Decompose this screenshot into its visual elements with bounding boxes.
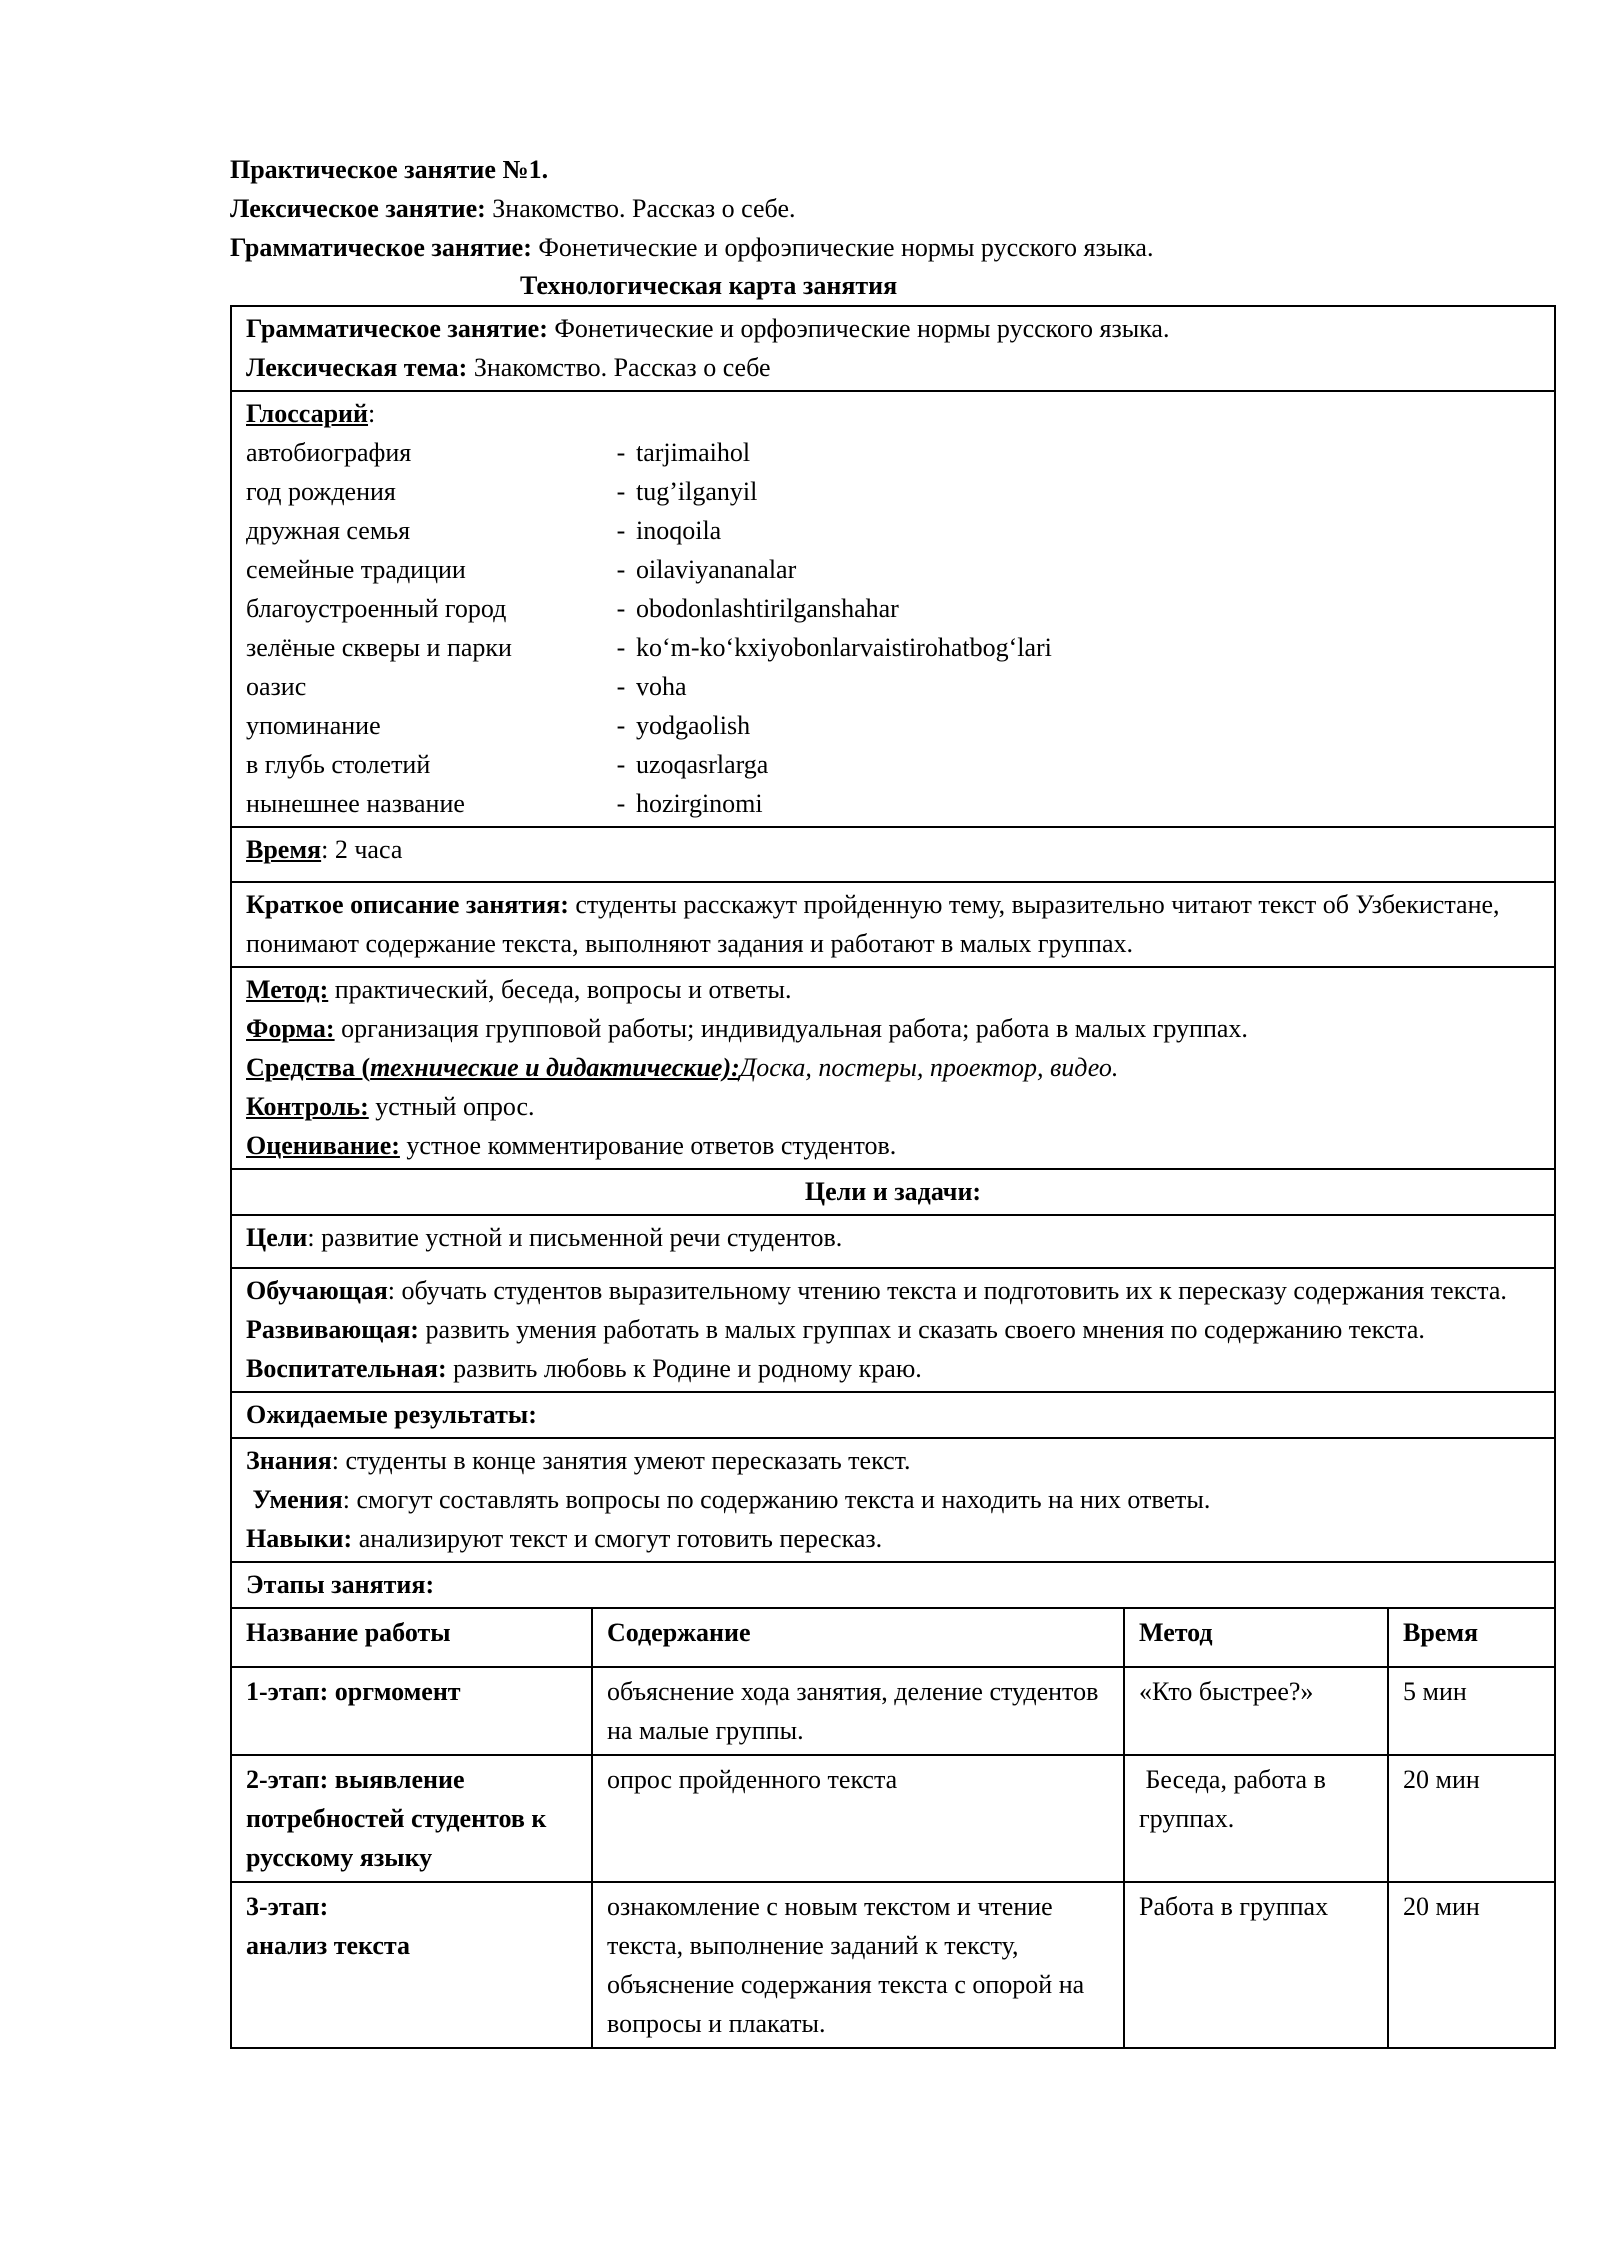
column-header: Время xyxy=(1388,1609,1554,1667)
stage-method: «Кто быстрее?» xyxy=(1124,1667,1388,1755)
stages-header-row xyxy=(232,1609,1554,1667)
control-line: Контроль: устный опрос. xyxy=(246,1092,535,1121)
teaching-objective: Обучающая: обучать студентов выразительному чтению текста и подготовить их к пересказу содержания текста. xyxy=(246,1276,1507,1305)
glossary-item: дружная семья - inoqoila xyxy=(246,516,722,545)
glossary-item: упоминание - yodgaolish xyxy=(246,711,751,740)
lexical-lesson-line: Лексическое занятие: Знакомство. Рассказ о себе. xyxy=(230,194,796,223)
lesson-card-table xyxy=(230,305,1556,2049)
lesson-title: Практическое занятие №1. xyxy=(230,155,549,184)
column-header: Содержание xyxy=(592,1609,1124,1667)
stage-content: ознакомление с новым текстом и чтение текста, выполнение заданий к тексту, объяснение содержания текста с опорой на вопросы и плакаты. xyxy=(592,1882,1124,2047)
developing-objective: Развивающая: развить умения работать в малых группах и сказать своего мнения по содержанию текста. xyxy=(246,1315,1425,1344)
column-header: Название работы xyxy=(232,1609,592,1667)
stage-name: 3-этап: анализ текста xyxy=(232,1882,592,2047)
stages-table xyxy=(232,1609,1554,2047)
topic-row xyxy=(231,306,1555,391)
glossary-item: нынешнее название - hozirginomi xyxy=(246,789,763,818)
table-row xyxy=(232,1882,1554,2047)
results-row xyxy=(231,1438,1555,1562)
card-grammar-line: Грамматическое занятие: Фонетические и орфоэпические нормы русского языка. xyxy=(246,314,1170,343)
stage-name: 1-этап: оргмомент xyxy=(232,1667,592,1755)
table-row xyxy=(232,1667,1554,1755)
educational-objective: Воспитательная: развить любовь к Родине и родному краю. xyxy=(246,1354,922,1383)
glossary-item: автобиография - tarjimaihol xyxy=(246,438,751,467)
glossary-heading: Глоссарий: xyxy=(246,399,376,428)
goals-title-row: Цели и задачи: xyxy=(231,1169,1555,1215)
description-row: Краткое описание занятия: студенты расскажут пройденную тему, выразительно читают текст об Узбекистане, понимают содержание текста, выполняют задания и работают в малых группах. xyxy=(231,882,1555,967)
card-title: Технологическая карта занятия xyxy=(520,271,898,300)
card-lexical-line: Лексическая тема: Знакомство. Рассказ о себе xyxy=(246,353,771,382)
grammar-lesson-line: Грамматическое занятие: Фонетические и орфоэпические нормы русского языка. xyxy=(230,233,1154,262)
goals-row: Цели: развитие устной и письменной речи студентов. xyxy=(231,1215,1555,1268)
glossary-item: зелёные скверы и парки - ko‘m-ko‘kxiyobonlarvaistirohatbog‘lari xyxy=(246,633,1052,662)
stages-row xyxy=(231,1608,1555,2048)
results-title-row: Ожидаемые результаты: xyxy=(231,1392,1555,1438)
means-line: Средства (технические и дидактические):Доска, постеры, проектор, видео. xyxy=(246,1053,1119,1082)
stage-time: 20 мин xyxy=(1388,1755,1554,1882)
skills-line: Умения: смогут составлять вопросы по содержанию текста и находить на них ответы. xyxy=(246,1485,1211,1514)
method-row xyxy=(231,967,1555,1169)
glossary-item: год рождения - tug’ilganyil xyxy=(246,477,758,506)
stage-time: 20 мин xyxy=(1388,1882,1554,2047)
evaluation-line: Оценивание: устное комментирование ответов студентов. xyxy=(246,1131,897,1160)
stage-content: опрос пройденного текста xyxy=(592,1755,1124,1882)
form-line: Форма: организация групповой работы; индивидуальная работа; работа в малых группах. xyxy=(246,1014,1248,1043)
objectives-row xyxy=(231,1268,1555,1392)
stage-method: Беседа, работа в группах. xyxy=(1124,1755,1388,1882)
stages-title-row: Этапы занятия: xyxy=(231,1562,1555,1608)
glossary-row xyxy=(231,391,1555,827)
glossary-item: благоустроенный город - obodonlashtirilganshahar xyxy=(246,594,899,623)
table-row xyxy=(232,1755,1554,1882)
knowledge-line: Знания: студенты в конце занятия умеют пересказать текст. xyxy=(246,1446,911,1475)
time-row: Время: 2 часа xyxy=(231,827,1555,882)
stage-content: объяснение хода занятия, деление студентов на малые группы. xyxy=(592,1667,1124,1755)
document-page xyxy=(230,150,1560,2049)
glossary-item: семейные традиции - oilaviyananalar xyxy=(246,555,797,584)
stage-name: 2-этап: выявление потребностей студентов к русскому языку xyxy=(232,1755,592,1882)
column-header: Метод xyxy=(1124,1609,1388,1667)
stage-time: 5 мин xyxy=(1388,1667,1554,1755)
glossary-item: в глубь столетий - uzoqasrlarga xyxy=(246,750,769,779)
habits-line: Навыки: анализируют текст и смогут готовить пересказ. xyxy=(246,1524,883,1553)
stage-method: Работа в группах xyxy=(1124,1882,1388,2047)
glossary-item: оазис - voha xyxy=(246,672,687,701)
method-line: Метод: практический, беседа, вопросы и ответы. xyxy=(246,975,792,1004)
